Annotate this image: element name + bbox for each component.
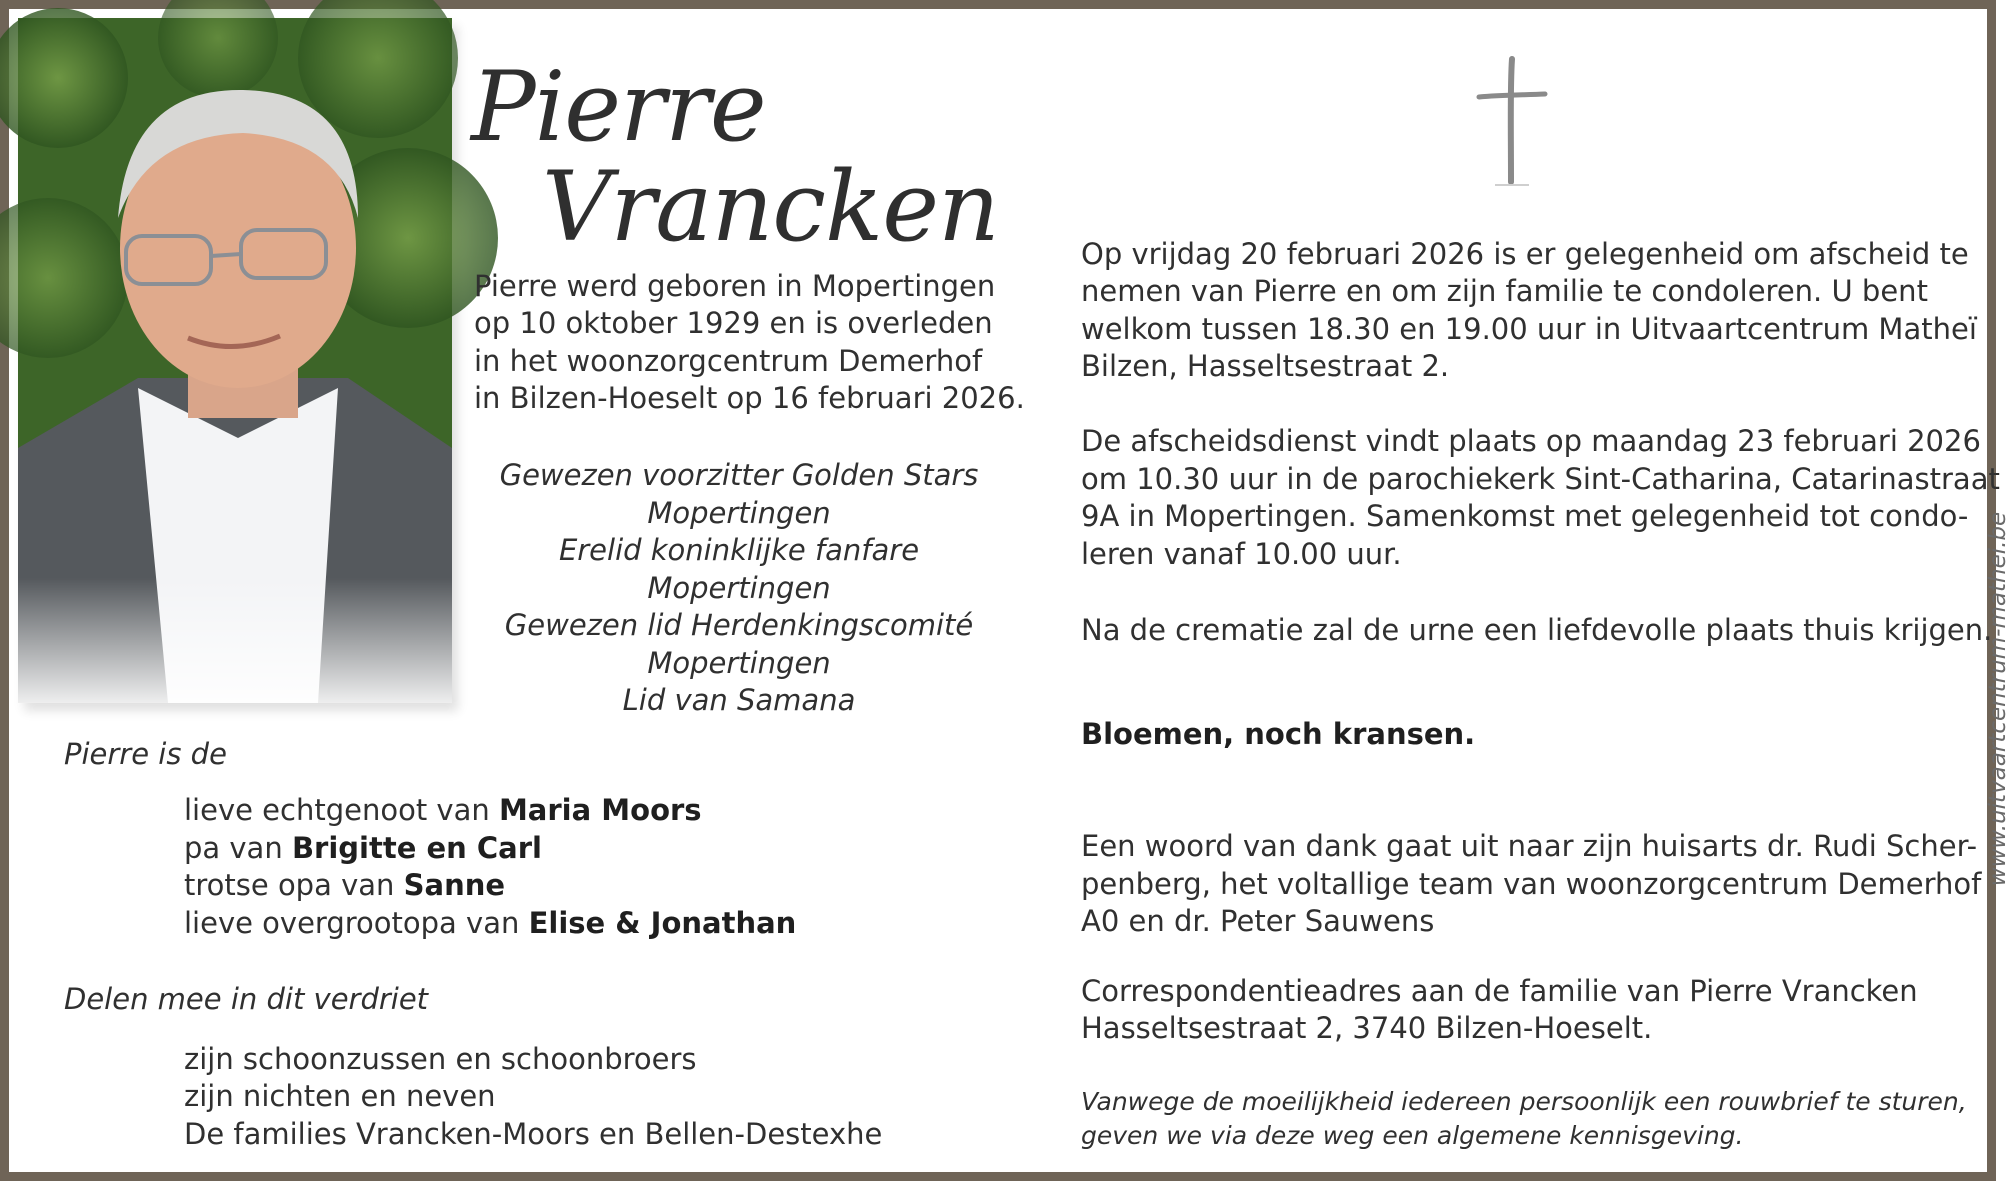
- notice-line: geven we via deze weg een algemene kennisgeving.: [1081, 1121, 1744, 1150]
- farewell-line: Bilzen, Hasseltsestraat 2.: [1081, 349, 1450, 383]
- role-line: Mopertingen: [647, 496, 831, 530]
- thanks-line: Een woord van dank gaat uit naar zijn huisarts dr. Rudi Scher-: [1081, 829, 1978, 863]
- role-line: Erelid koninklijke fanfare: [558, 533, 920, 567]
- portrait-illustration: [18, 18, 452, 703]
- relation-label: lieve echtgenoot van: [184, 793, 499, 827]
- relative-name: Brigitte en Carl: [291, 831, 542, 865]
- role-line: Lid van Samana: [622, 683, 856, 717]
- cross-icon: [1475, 57, 1547, 187]
- family-line: [184, 792, 702, 830]
- grief-heading: Delen mee in dit verdriet: [64, 982, 429, 1016]
- family-heading: Pierre is de: [64, 737, 227, 771]
- address-line: Hasseltsestraat 2, 3740 Bilzen-Hoeselt.: [1081, 1011, 1653, 1045]
- thanks-line: A0 en dr. Peter Sauwens: [1081, 904, 1435, 938]
- role-line: Mopertingen: [647, 646, 831, 680]
- flowers-note: Bloemen, noch kransen.: [1081, 717, 1476, 751]
- thanks-line: penberg, het voltallige team van woonzorgcentrum Demerhof: [1081, 867, 1982, 901]
- role-line: Gewezen lid Herdenkingscomité: [504, 608, 974, 642]
- relation-label: trotse opa van: [184, 868, 404, 902]
- portrait-photo: [18, 18, 452, 703]
- family-line: [184, 905, 796, 943]
- notice-line: Vanwege de moeilijkheid iedereen persoonlijk een rouwbrief te sturen,: [1081, 1087, 1967, 1116]
- grief-line: De families Vrancken-Moors en Bellen-Destexhe: [184, 1117, 883, 1151]
- address-line: Correspondentieadres aan de familie van Pierre Vrancken: [1081, 974, 1918, 1008]
- service-line: 9A in Mopertingen. Samenkomst met gelegenheid tot condo-: [1081, 499, 1969, 533]
- grief-line: zijn schoonzussen en schoonbroers: [184, 1042, 697, 1076]
- website-text: www.uitvaartcentrum-mathei.be: [1985, 511, 2011, 887]
- intro-line: in het woonzorgcentrum Demerhof: [474, 344, 983, 378]
- farewell-line: Op vrijdag 20 februari 2026 is er gelegenheid om afscheid te: [1081, 237, 1969, 271]
- family-line: [184, 830, 542, 868]
- role-line: Gewezen voorzitter Golden Stars: [499, 458, 979, 492]
- urn-paragraph: Na de crematie zal de urne een liefdevolle plaats thuis krijgen.: [1081, 613, 1993, 647]
- farewell-line: nemen van Pierre en om zijn familie te condoleren. U bent: [1081, 274, 1928, 308]
- role-line: Mopertingen: [647, 571, 831, 605]
- farewell-line: welkom tussen 18.30 en 19.00 uur in Uitvaartcentrum Matheï: [1081, 312, 1977, 346]
- grief-line: zijn nichten en neven: [184, 1079, 496, 1113]
- service-line: leren vanaf 10.00 uur.: [1081, 537, 1402, 571]
- intro-line: op 10 oktober 1929 en is overleden: [474, 306, 993, 340]
- relative-name: Sanne: [403, 868, 506, 902]
- intro-line: in Bilzen-Hoeselt op 16 februari 2026.: [474, 381, 1025, 415]
- family-line: [184, 867, 505, 905]
- relation-label: lieve overgrootopa van: [184, 906, 529, 940]
- service-line: om 10.30 uur in de parochiekerk Sint-Catharina, Catarinastraat: [1081, 462, 2000, 496]
- service-line: De afscheidsdienst vindt plaats op maandag 23 februari 2026: [1081, 424, 1981, 458]
- relative-name: Maria Moors: [498, 793, 702, 827]
- last-name: Vrancken: [542, 151, 999, 263]
- first-name: Pierre: [471, 51, 766, 163]
- relation-label: pa van: [184, 831, 292, 865]
- relative-name: Elise & Jonathan: [528, 906, 797, 940]
- intro-line: Pierre werd geboren in Mopertingen: [474, 269, 996, 303]
